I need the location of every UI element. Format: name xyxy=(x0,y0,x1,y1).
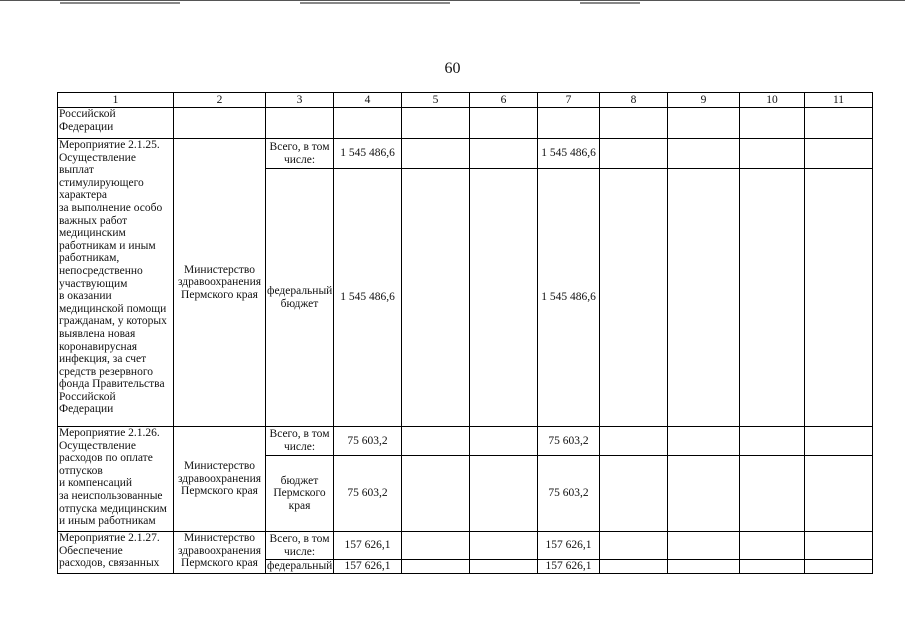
table-row xyxy=(58,139,873,169)
measure-name: Мероприятие 2.1.26. Осуществление расходов по оплате отпусков и компенсаций за неиспользованные отпуска медицинским и иным работникам xyxy=(58,427,174,532)
amount-cell: 157 626,1 xyxy=(538,560,600,574)
amount-cell: 75 603,2 xyxy=(334,456,402,532)
table-row xyxy=(58,532,873,560)
col-header: 2 xyxy=(174,93,266,108)
funding-total-label: Всего, в том числе: xyxy=(266,427,334,456)
amount-cell: 1 545 486,6 xyxy=(334,169,402,427)
executor: Министерство здравоохранения Пермского края xyxy=(174,139,266,427)
measure-name: Мероприятие 2.1.25. Осуществление выплат стимулирующего характера за выполнение особо важных работ медицинским работникам и иным работникам, непосредственно участвующим в оказании медицинской помощи гражданам, у которых выявлена новая коронавирусная инфекция, за счет средств резервного фонда Правительства Российской Федерации xyxy=(58,139,174,427)
col-header: 1 xyxy=(58,93,174,108)
amount-cell: 1 545 486,6 xyxy=(538,139,600,169)
col-header: 3 xyxy=(266,93,334,108)
col-header: 11 xyxy=(805,93,873,108)
scan-top-edge xyxy=(0,0,905,1)
amount-cell: 75 603,2 xyxy=(538,427,600,456)
executor: Министерство здравоохранения Пермского края xyxy=(174,427,266,532)
col-header: 6 xyxy=(470,93,538,108)
col-header: 7 xyxy=(538,93,600,108)
amount-cell: 75 603,2 xyxy=(538,456,600,532)
funding-source: федеральный бюджет xyxy=(266,169,334,427)
col-header: 10 xyxy=(740,93,805,108)
page-number: 60 xyxy=(444,60,461,77)
amount-cell: 157 626,1 xyxy=(334,532,402,560)
scan-artifact xyxy=(300,2,450,4)
budget-table-wrapper xyxy=(57,92,872,574)
table-row xyxy=(58,427,873,456)
table-row xyxy=(58,108,873,139)
executor: Министерство здравоохранения Пермского края xyxy=(174,532,266,574)
scan-artifact xyxy=(60,2,180,4)
amount-cell: 1 545 486,6 xyxy=(334,139,402,169)
amount-cell: 157 626,1 xyxy=(334,560,402,574)
funding-source: бюджет Пермского края xyxy=(266,456,334,532)
page-cutoff xyxy=(57,578,872,640)
funding-total-label: Всего, в том числе: xyxy=(266,532,334,560)
col-header: 4 xyxy=(334,93,402,108)
col-header: 8 xyxy=(600,93,668,108)
column-number-row xyxy=(58,93,873,108)
amount-cell: 75 603,2 xyxy=(334,427,402,456)
amount-cell: 157 626,1 xyxy=(538,532,600,560)
funding-total-label: Всего, в том числе: xyxy=(266,139,334,169)
budget-table xyxy=(57,92,873,574)
col-header: 9 xyxy=(668,93,740,108)
measure-name: Мероприятие 2.1.27. Обеспечение расходов, связанных xyxy=(58,532,174,574)
scan-artifact xyxy=(580,2,640,4)
funding-source: федеральный xyxy=(267,560,333,573)
measure-name: Российской Федерации xyxy=(58,108,174,139)
amount-cell: 1 545 486,6 xyxy=(538,169,600,427)
col-header: 5 xyxy=(402,93,470,108)
